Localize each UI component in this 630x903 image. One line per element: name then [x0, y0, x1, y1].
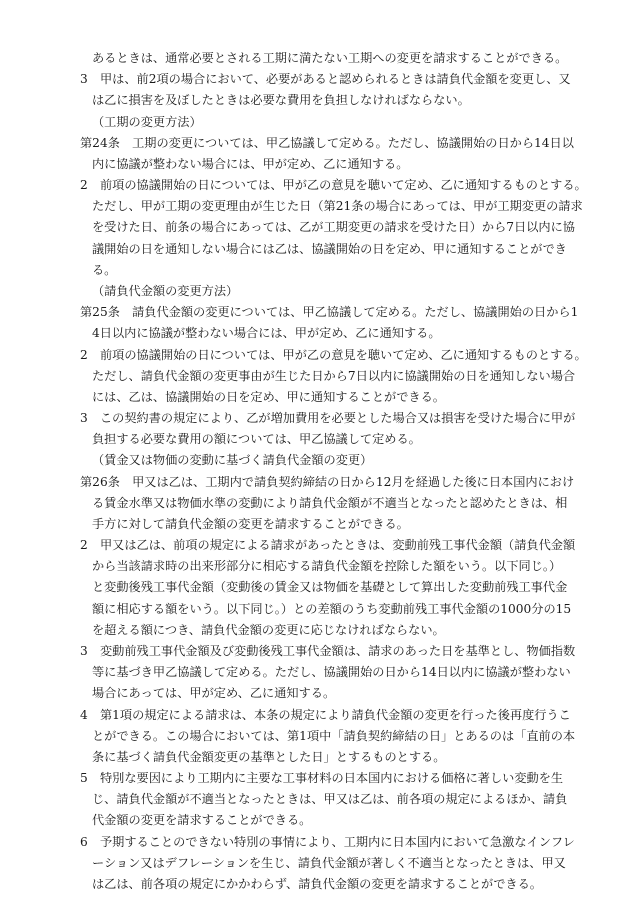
text-line: 4日以内に協議が整わない場合には、甲が定め、乙に通知する。	[92, 326, 441, 340]
text-line: 等に基づき甲乙協議して定める。ただし、協議開始の日から14日以内に協議が整わない	[92, 665, 571, 679]
text-line: 内に協議が整わない場合には、甲が定め、乙に通知する。	[92, 157, 409, 171]
text-line: 4 第1項の規定による請求は、本条の規定により請負代金額の変更を行った後再度行うこ	[80, 708, 571, 722]
text-line: 額に相応する額をいう。以下同じ。）との差額のうち変動前残工事代金額の1000分の15	[92, 602, 572, 616]
text-line: から当該請求時の出来形部分に相応する請負代金額を控除した額をいう。以下同じ。）	[92, 559, 562, 573]
text-line: あるときは、通常必要とされる工期に満たない工期への変更を請求することができる。	[92, 51, 568, 65]
section-heading: （賃金又は物価の変動に基づく請負代金額の変更）	[92, 453, 373, 467]
article-line: 第25条 請負代金額の変更については、甲乙協議して定める。ただし、協議開始の日から1	[80, 305, 579, 319]
text-line: と変動後残工事代金額（変動後の賃金又は物価を基礎として算出した変動前残工事代金	[92, 580, 568, 594]
text-line: 2 甲又は乙は、前項の規定による請求があったときは、変動前残工事代金額（請負代金額	[80, 538, 576, 552]
text-line: 3 甲は、前2項の場合において、必要があると認められるときは請負代金額を変更し、又	[80, 72, 571, 86]
text-line: る賃金水準又は物価水準の変動により請負代金額が不適当となったと認めたときは、相	[92, 496, 568, 510]
text-line: じ、請負代金額が不適当となったときは、甲又は乙は、前各項の規定によるほか、請負	[92, 792, 568, 806]
text-line: 2 前項の協議開始の日については、甲が乙の意見を聴いて定め、乙に通知するものとする。	[80, 178, 587, 192]
text-line: 3 この契約書の規定により、乙が増加費用を必要とした場合又は損害を受けた場合に甲が	[80, 411, 576, 425]
text-line: とができる。この場合においては、第1項中「請負契約締結の日」とあるのは「直前の本	[92, 729, 576, 743]
text-line: ーション又はデフレーションを生じ、請負代金額が著しく不適当となったときは、甲又	[92, 856, 566, 870]
text-line: 5 特別な要因により工期内に主要な工事材料の日本国内における価格に著しい変動を生	[80, 771, 564, 785]
text-line: 手方に対して請負代金額の変更を請求することができる。	[92, 517, 409, 531]
text-line: を受けた日、前条の場合にあっては、乙が工期変更の請求を受けた日）から7日以内に協	[92, 220, 575, 234]
text-line: 3 変動前残工事代金額及び変動後残工事代金額は、請求のあった日を基準とし、物価指数	[80, 644, 576, 658]
text-line: 2 前項の協議開始の日については、甲が乙の意見を聴いて定め、乙に通知するものとする。	[80, 348, 587, 362]
text-line: る。	[92, 263, 117, 277]
text-line: 条に基づく請負代金額変更の基準とした日」とするものとする。	[92, 750, 446, 764]
text-line: は乙に損害を及ぼしたときは必要な費用を負担しなければならない。	[92, 93, 470, 107]
text-line: には、乙は、協議開始の日を定め、甲に通知することができる。	[92, 390, 445, 404]
text-line: 代金額の変更を請求することができる。	[92, 813, 312, 827]
text-line: は乙は、前各項の規定にかかわらず、請負代金額の変更を請求することができる。	[92, 877, 542, 891]
text-line: 場合にあっては、甲が定め、乙に通知する。	[92, 686, 336, 700]
section-heading: （工期の変更方法）	[92, 115, 202, 129]
article-line: 第26条 甲又は乙は、工期内で請負契約締結の日から12月を経過した後に日本国内におけ	[80, 475, 575, 489]
text-line: を超える額につき、請負代金額の変更に応じなければならない。	[92, 623, 445, 637]
text-line: 議開始の日を通知しない場合には乙は、協議開始の日を定め、甲に通知することができ	[92, 242, 567, 256]
text-line: 6 予期することのできない特別の事情により、工期内に日本国内において急激なインフレ	[80, 835, 575, 849]
section-heading: （請負代金額の変更方法）	[92, 284, 239, 298]
article-line: 第24条 工期の変更については、甲乙協議して定める。ただし、協議開始の日から14日以	[80, 136, 574, 150]
text-line: ただし、請負代金額の変更事由が生じた日から7日以内に協議開始の日を通知しない場合	[92, 369, 576, 383]
text-line: ただし、甲が工期の変更理由が生じた日（第21条の場合にあっては、甲が工期変更の請求	[92, 199, 583, 213]
text-line: 負担する必要な費用の額については、甲乙協議して定める。	[92, 432, 421, 446]
